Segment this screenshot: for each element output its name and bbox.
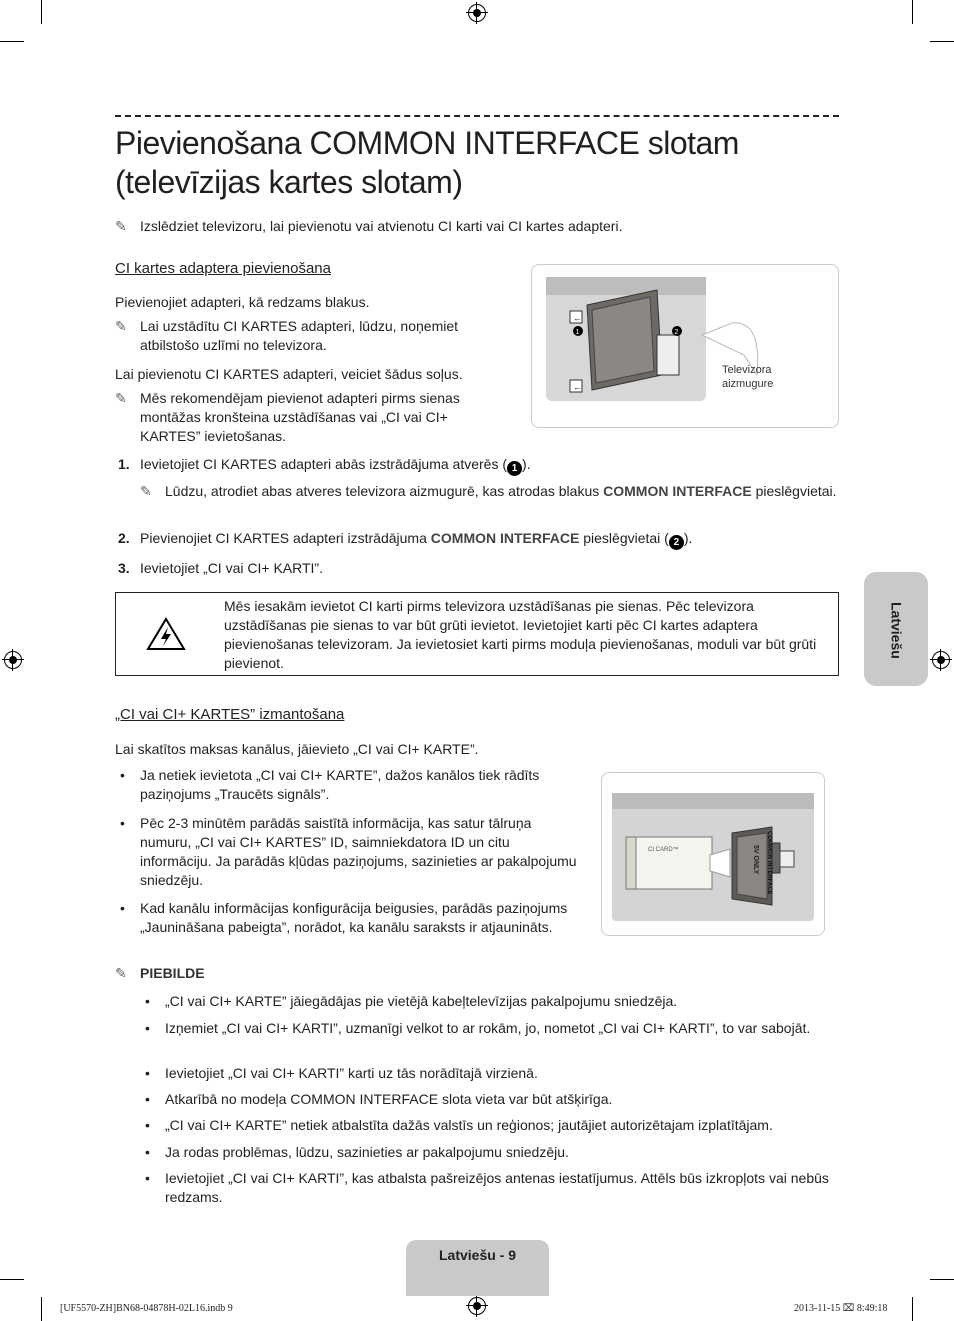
title-line-1: Pievienošana COMMON INTERFACE slotam (115, 125, 739, 161)
registration-mark-icon (468, 1297, 486, 1315)
bullet-icon: • (120, 767, 125, 783)
step-3: Ievietojiet „CI vai CI+ KARTI”. (140, 560, 323, 576)
note-item: „CI vai CI+ KARTE” netiek atbalstīta dažās valstīs un reģionos; jautājiet autorizētajam izplatītājam. (165, 1117, 773, 1133)
svg-text:2: 2 (674, 329, 679, 336)
step-1-note-bold: COMMON INTERFACE (603, 483, 752, 499)
language-side-tab (864, 572, 928, 686)
ci-card-figure (601, 772, 825, 936)
step-number: 1. (118, 456, 130, 472)
bullet-item: Kad kanālu informācijas konfigurācija beigusies, parādās paziņojums „Jaunināšana pabeigta”, norādot, ka kanālu saraksts ir atjaunināts. (140, 900, 568, 935)
pencil-note-icon: ✎ (115, 965, 127, 981)
warning-triangle-icon (146, 617, 186, 651)
step-2 (140, 529, 840, 550)
caption-line-1: Televizora (722, 364, 772, 376)
section-heading-ci-card: „CI vai CI+ KARTES” izmantošana (115, 706, 345, 723)
ci-card-label: CI CARD™ (648, 847, 679, 853)
note-item: Atkarībā no modeļa COMMON INTERFACE slota vieta var būt atšķirīga. (165, 1091, 613, 1107)
bullet-icon: • (145, 1117, 150, 1133)
bullet-icon: • (145, 1091, 150, 1107)
step-1-note-text-end: pieslēgvietai. (751, 483, 837, 499)
bullet-item: Pēc 2-3 minūtēm parādās saistītā informācija, kas satur tālruņa numuru, „CI vai CI+ KARTES” ID, saimniekdatora ID un citu informāciju. Ja parādās kļūdas paziņojums, sazinieties ar pakalpojumu sniedzēju. (140, 815, 577, 888)
crop-mark (930, 1279, 954, 1280)
bullet-item: Ja netiek ievietota „CI vai CI+ KARTE”, dažos kanālos tiek rādīts paziņojums „Traucēts signāls”. (140, 767, 540, 802)
step-1 (140, 455, 840, 476)
figure-caption (722, 363, 773, 391)
warning-text: Mēs iesakām ievietot CI karti pirms televizora uzstādīšanas pie sienas. Pēc televizora uzstādīšanas pie sienas to var būt grūti ievietot. Ievietojiet karti pēc CI kartes adaptera pievienošanas televizoram. Ja ievietosiet karti pirms moduļa pievienošanas, moduli var būt grūti pievienot. (224, 598, 817, 671)
registration-mark-icon (468, 4, 486, 22)
page-title (115, 124, 835, 202)
step-2-text-end: ). (683, 530, 693, 546)
page-number: Latviešu - 9 (438, 1247, 517, 1263)
steps-intro: Lai pievienotu CI KARTES adapteri, veiciet šādus soļus. (115, 366, 463, 382)
bullet-icon: • (120, 900, 125, 916)
module-label-2: 5V ONLY (752, 845, 759, 875)
pencil-note-icon: ✎ (140, 483, 152, 499)
bullet-icon: • (120, 815, 125, 831)
note-heading: PIEBILDE (140, 965, 205, 981)
bullet-icon: • (145, 1170, 150, 1186)
note-item: Izņemiet „CI vai CI+ KARTI”, uzmanīgi velkot to ar rokām, jo, nometot „CI vai CI+ KARTI”, to var sabojāt. (165, 1020, 811, 1036)
side-tab-label: Latviešu (888, 601, 905, 659)
pencil-note-icon: ✎ (115, 318, 127, 334)
adapter-intro: Pievienojiet adapteri, kā redzams blakus. (115, 294, 370, 310)
caption-line-2: aizmugure (722, 378, 774, 390)
file-info: [UF5570-ZH]BN68-04878H-02L16.indb 9 (60, 1303, 233, 1314)
bullet-icon: • (145, 1065, 150, 1081)
adapter-figure (531, 264, 839, 428)
top-note: Izslēdziet televizoru, lai pievienotu vai atvienotu CI karti vai CI kartes adapteri. (140, 218, 623, 234)
step-number: 2. (118, 530, 130, 546)
timestamp: 2013-11-15 ⌧ 8:49:18 (794, 1303, 888, 1314)
svg-text:←: ← (573, 382, 582, 392)
step-1-note-text: Lūdzu, atrodiet abas atveres televizora aizmugurē, kas atrodas blakus (165, 483, 604, 499)
pencil-note-icon: ✎ (115, 390, 127, 406)
step-number: 3. (118, 560, 130, 576)
title-line-2: (televīzijas kartes slotam) (115, 164, 463, 200)
step-2-text: Pievienojiet CI KARTES adapteri izstrādājuma (140, 530, 431, 546)
svg-text:1: 1 (575, 329, 580, 336)
crop-mark (0, 1279, 24, 1280)
section-heading-adapter: CI kartes adaptera pievienošana (115, 260, 331, 277)
ci-card-insert-illustration (602, 773, 824, 935)
warning-box (115, 592, 839, 676)
step-2-bold: COMMON INTERFACE (430, 530, 580, 546)
note-item: Ja rodas problēmas, lūdzu, sazinieties ar pakalpojumu sniedzēju. (165, 1144, 569, 1160)
step-1-text-end: ). (522, 456, 531, 472)
page-number-tab (406, 1240, 549, 1296)
adapter-note-1: Lai uzstādītu CI KARTES adapteri, lūdzu, noņemiet atbilstošo uzlīmi no televizora. (140, 318, 459, 353)
title-divider (115, 115, 839, 117)
module-label: COMMON INTERFACE (766, 831, 772, 895)
pencil-note-icon: ✎ (115, 218, 127, 234)
crop-mark (930, 41, 954, 42)
ci-intro: Lai skatītos maksas kanālus, jāievieto „CI vai CI+ KARTE”. (115, 741, 479, 757)
bullet-icon: • (145, 1144, 150, 1160)
step-1-text: Ievietojiet CI KARTES adapteri abās izstrādājuma atverēs ( (140, 456, 508, 472)
note-item: Ievietojiet „CI vai CI+ KARTI” karti uz tās norādītajā virzienā. (165, 1065, 538, 1081)
crop-mark (41, 1297, 42, 1321)
crop-mark (41, 0, 42, 24)
tv-back-adapter-illustration (532, 265, 838, 427)
marker-2-icon: 2 (669, 535, 684, 550)
step-2-text-mid: pieslēgvietai ( (579, 530, 669, 546)
crop-mark (0, 41, 24, 42)
registration-mark-icon (932, 651, 950, 669)
crop-mark (912, 0, 913, 24)
note-item: „CI vai CI+ KARTE” jāiegādājas pie vietējā kabeļtelevīzijas pakalpojumu sniedzēja. (165, 993, 678, 1009)
bullet-icon: • (145, 993, 150, 1009)
bullet-icon: • (145, 1020, 150, 1036)
svg-text:←: ← (573, 313, 582, 323)
marker-1-icon: 1 (507, 461, 522, 476)
note-item: Ievietojiet „CI vai CI+ KARTI”, kas atbalsta pašreizējos antenas iestatījumus. Attēls būs izkropļots vai nebūs redzams. (165, 1170, 829, 1205)
adapter-note-2: Mēs rekomendējam pievienot adapteri pirms sienas montāžas kronšteina uzstādīšanas vai „CI vai CI+ KARTES” ievietošanas. (140, 390, 460, 444)
registration-mark-icon (4, 651, 22, 669)
step-1-note (165, 482, 840, 501)
crop-mark (912, 1297, 913, 1321)
